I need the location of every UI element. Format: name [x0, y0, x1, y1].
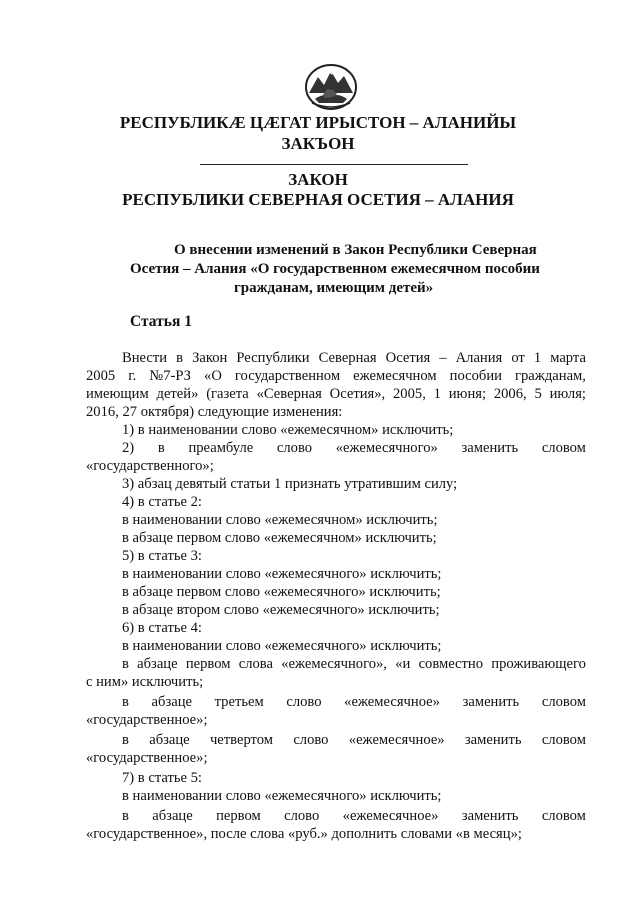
header-law-russian: ЗАКОН — [288, 170, 348, 189]
item-4-b: в абзаце первом слово «ежемесячном» исключить; — [122, 530, 437, 546]
item-2-line-2: «государственного»; — [86, 458, 214, 474]
item-6-c-line-1: в абзаце третьем слово «ежемесячное» заменить словом — [122, 694, 586, 710]
intro-line-2: 2005 г. №7-РЗ «О государственном ежемесячном пособии гражданам, — [86, 368, 586, 384]
item-2-line-1: 2) в преамбуле слово «ежемесячного» заменить словом — [122, 440, 586, 456]
item-4-a: в наименовании слово «ежемесячном» исключить; — [122, 512, 438, 528]
header-republic-russian: РЕСПУБЛИКИ СЕВЕРНАЯ ОСЕТИЯ – АЛАНИЯ — [122, 190, 514, 209]
item-7: 7) в статье 5: — [122, 770, 202, 786]
item-7-b-line-2: «государственное», после слова «руб.» дополнить словами «в месяц»; — [86, 826, 522, 842]
item-6-c-line-2: «государственное»; — [86, 712, 208, 728]
item-6-a: в наименовании слово «ежемесячного» исключить; — [122, 638, 442, 654]
intro-line-1: Внести в Закон Республики Северная Осетия – Алания от 1 марта — [122, 350, 586, 366]
item-6-b-line-2: с ним» исключить; — [86, 674, 204, 690]
item-6-b-line-1: в абзаце первом слова «ежемесячного», «и совместно проживающего — [122, 656, 586, 672]
item-5: 5) в статье 3: — [122, 548, 202, 564]
item-7-b-line-1: в абзаце первом слово «ежемесячное» заменить словом — [122, 808, 586, 824]
intro-line-3: имеющим детей» (газета «Северная Осетия», 2005, 1 июня; 2006, 5 июля; — [86, 386, 586, 402]
intro-line-4: 2016, 27 октября) следующие изменения: — [86, 404, 343, 420]
item-1: 1) в наименовании слово «ежемесячном» исключить; — [122, 422, 454, 438]
item-6-d-line-2: «государственное»; — [86, 750, 208, 766]
item-5-a: в наименовании слово «ежемесячного» исключить; — [122, 566, 442, 582]
item-7-a: в наименовании слово «ежемесячного» исключить; — [122, 788, 442, 804]
document-title-line-1: О внесении изменений в Закон Республики Северная — [174, 242, 537, 258]
header-republic-ossetian: РЕСПУБЛИКӔ ЦӔГАТ ИРЫСТОН – АЛАНИЙЫ — [119, 113, 517, 132]
item-6: 6) в статье 4: — [122, 620, 202, 636]
document-title-line-3: гражданам, имеющим детей» — [234, 280, 434, 296]
coat-of-arms-emblem — [303, 63, 359, 111]
header-law-ossetian: ЗАКЪОН — [281, 134, 355, 153]
article-heading: Статья 1 — [130, 313, 192, 330]
document-title-line-2: Осетия – Алания «О государственном ежемесячном пособии — [130, 261, 540, 277]
item-5-b: в абзаце первом слово «ежемесячного» исключить; — [122, 584, 441, 600]
header-divider — [200, 164, 468, 165]
item-3: 3) абзац девятый статьи 1 признать утратившим силу; — [122, 476, 458, 492]
item-4: 4) в статье 2: — [122, 494, 202, 510]
item-6-d-line-1: в абзаце четвертом слово «ежемесячное» заменить словом — [122, 732, 586, 748]
item-5-c: в абзаце втором слово «ежемесячного» исключить; — [122, 602, 440, 618]
